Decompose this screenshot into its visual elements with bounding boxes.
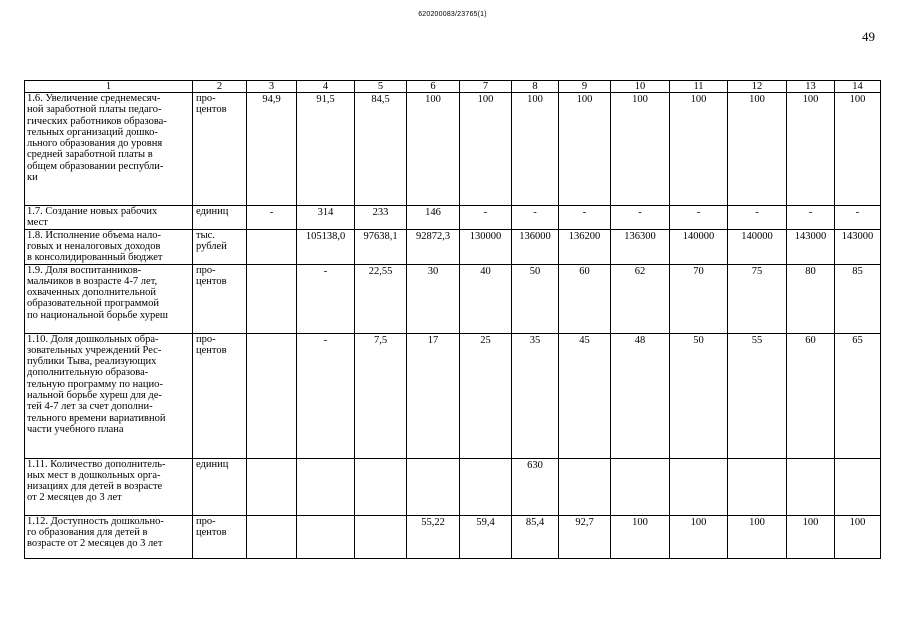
value-cell <box>247 229 297 264</box>
value-cell: 60 <box>787 333 835 458</box>
document-id: 620200083/23765(1) <box>418 11 487 18</box>
header-cell: 3 <box>247 81 297 93</box>
unit-cell: единиц <box>193 206 247 230</box>
value-cell: 55 <box>728 333 787 458</box>
value-cell <box>297 458 355 515</box>
value-cell: 48 <box>611 333 670 458</box>
table-header-row <box>25 81 881 93</box>
value-cell: 92,7 <box>559 515 611 558</box>
indicator-description: 1.6. Увеличение среднемесяч- ной заработной платы педаго- гических работников образова- тельных организаций дошко- льного образования до уровня средней заработной платы в общем образовании республи- ки <box>25 93 193 206</box>
value-cell: 75 <box>728 264 787 333</box>
value-cell: - <box>670 206 728 230</box>
value-cell: 100 <box>835 515 881 558</box>
value-cell: 70 <box>670 264 728 333</box>
value-cell: - <box>297 264 355 333</box>
value-cell <box>728 458 787 515</box>
value-cell <box>559 458 611 515</box>
value-cell <box>247 458 297 515</box>
value-cell <box>297 515 355 558</box>
value-cell: 146 <box>407 206 460 230</box>
value-cell <box>460 458 512 515</box>
header-cell: 13 <box>787 81 835 93</box>
value-cell: 62 <box>611 264 670 333</box>
value-cell: 100 <box>611 515 670 558</box>
value-cell <box>611 458 670 515</box>
unit-cell: про- центов <box>193 93 247 206</box>
value-cell: 100 <box>835 93 881 206</box>
value-cell: 22,55 <box>355 264 407 333</box>
header-cell: 7 <box>460 81 512 93</box>
unit-cell: про- центов <box>193 515 247 558</box>
value-cell: 97638,1 <box>355 229 407 264</box>
indicator-description: 1.7. Создание новых рабочих мест <box>25 206 193 230</box>
value-cell: 85 <box>835 264 881 333</box>
value-cell: 35 <box>512 333 559 458</box>
value-cell <box>247 333 297 458</box>
header-cell: 5 <box>355 81 407 93</box>
value-cell: 136000 <box>512 229 559 264</box>
value-cell: 80 <box>787 264 835 333</box>
header-cell: 4 <box>297 81 355 93</box>
value-cell: 314 <box>297 206 355 230</box>
value-cell: 100 <box>670 93 728 206</box>
value-cell: 143000 <box>835 229 881 264</box>
value-cell: - <box>460 206 512 230</box>
table-row <box>25 333 881 458</box>
value-cell <box>247 515 297 558</box>
value-cell: 92872,3 <box>407 229 460 264</box>
value-cell: 7,5 <box>355 333 407 458</box>
value-cell <box>407 458 460 515</box>
table-row <box>25 264 881 333</box>
value-cell: - <box>247 206 297 230</box>
indicator-description: 1.8. Исполнение объема нало- говых и неналоговых доходов в консолидированный бюджет <box>25 229 193 264</box>
value-cell: 59,4 <box>460 515 512 558</box>
value-cell: 136300 <box>611 229 670 264</box>
unit-cell: единиц <box>193 458 247 515</box>
value-cell: 143000 <box>787 229 835 264</box>
table-row <box>25 458 881 515</box>
value-cell: - <box>512 206 559 230</box>
value-cell: 55,22 <box>407 515 460 558</box>
value-cell: 140000 <box>728 229 787 264</box>
value-cell: 50 <box>670 333 728 458</box>
table-row <box>25 229 881 264</box>
value-cell: 136200 <box>559 229 611 264</box>
value-cell <box>787 458 835 515</box>
header-cell: 12 <box>728 81 787 93</box>
value-cell: 65 <box>835 333 881 458</box>
value-cell: - <box>297 333 355 458</box>
value-cell: 100 <box>407 93 460 206</box>
table-body <box>25 81 881 559</box>
page-number: 49 <box>862 29 875 44</box>
indicator-description: 1.10. Доля дошкольных обра- зовательных учреждений Рес- публики Тыва, реализующих дополнительную образова- тельную программу по нацио- нальной борьбе хуреш для де- тей 4-7 лет за счет дополни- тельного времени вариативной части учебного плана <box>25 333 193 458</box>
value-cell: 25 <box>460 333 512 458</box>
value-cell: - <box>559 206 611 230</box>
value-cell: 45 <box>559 333 611 458</box>
value-cell <box>355 515 407 558</box>
value-cell: 40 <box>460 264 512 333</box>
value-cell: 100 <box>728 515 787 558</box>
value-cell: 100 <box>787 93 835 206</box>
value-cell: 84,5 <box>355 93 407 206</box>
value-cell: - <box>835 206 881 230</box>
header-cell: 9 <box>559 81 611 93</box>
value-cell: 233 <box>355 206 407 230</box>
header-cell: 6 <box>407 81 460 93</box>
table-row <box>25 93 881 206</box>
value-cell: 85,4 <box>512 515 559 558</box>
header-cell: 10 <box>611 81 670 93</box>
value-cell: 100 <box>559 93 611 206</box>
value-cell: - <box>787 206 835 230</box>
value-cell: 50 <box>512 264 559 333</box>
value-cell: 100 <box>460 93 512 206</box>
header-cell: 2 <box>193 81 247 93</box>
value-cell: 105138,0 <box>297 229 355 264</box>
value-cell: 130000 <box>460 229 512 264</box>
indicators-table <box>24 80 881 559</box>
indicator-description: 1.9. Доля воспитанников- мальчиков в возрасте 4-7 лет, охваченных дополнительной образовательной программой по национальной борьбе хуреш <box>25 264 193 333</box>
value-cell: 100 <box>611 93 670 206</box>
header-cell: 14 <box>835 81 881 93</box>
header-cell: 8 <box>512 81 559 93</box>
value-cell: 17 <box>407 333 460 458</box>
unit-cell: про- центов <box>193 264 247 333</box>
table-row <box>25 515 881 558</box>
value-cell: 91,5 <box>297 93 355 206</box>
indicator-description: 1.12. Доступность дошкольно- го образования для детей в возрасте от 2 месяцев до 3 лет <box>25 515 193 558</box>
table-row <box>25 206 881 230</box>
header-cell: 11 <box>670 81 728 93</box>
unit-cell: про- центов <box>193 333 247 458</box>
value-cell: 94,9 <box>247 93 297 206</box>
value-cell: - <box>611 206 670 230</box>
value-cell <box>247 264 297 333</box>
header-cell: 1 <box>25 81 193 93</box>
value-cell: 100 <box>787 515 835 558</box>
indicator-description: 1.11. Количество дополнитель- ных мест в дошкольных орга- низациях для детей в возрасте от 2 месяцев до 3 лет <box>25 458 193 515</box>
value-cell <box>835 458 881 515</box>
value-cell: 140000 <box>670 229 728 264</box>
value-cell: 100 <box>728 93 787 206</box>
value-cell: 100 <box>512 93 559 206</box>
value-cell <box>355 458 407 515</box>
value-cell: 100 <box>670 515 728 558</box>
value-cell: - <box>728 206 787 230</box>
value-cell: 630 <box>512 458 559 515</box>
value-cell <box>670 458 728 515</box>
unit-cell: тыс. рублей <box>193 229 247 264</box>
value-cell: 60 <box>559 264 611 333</box>
value-cell: 30 <box>407 264 460 333</box>
